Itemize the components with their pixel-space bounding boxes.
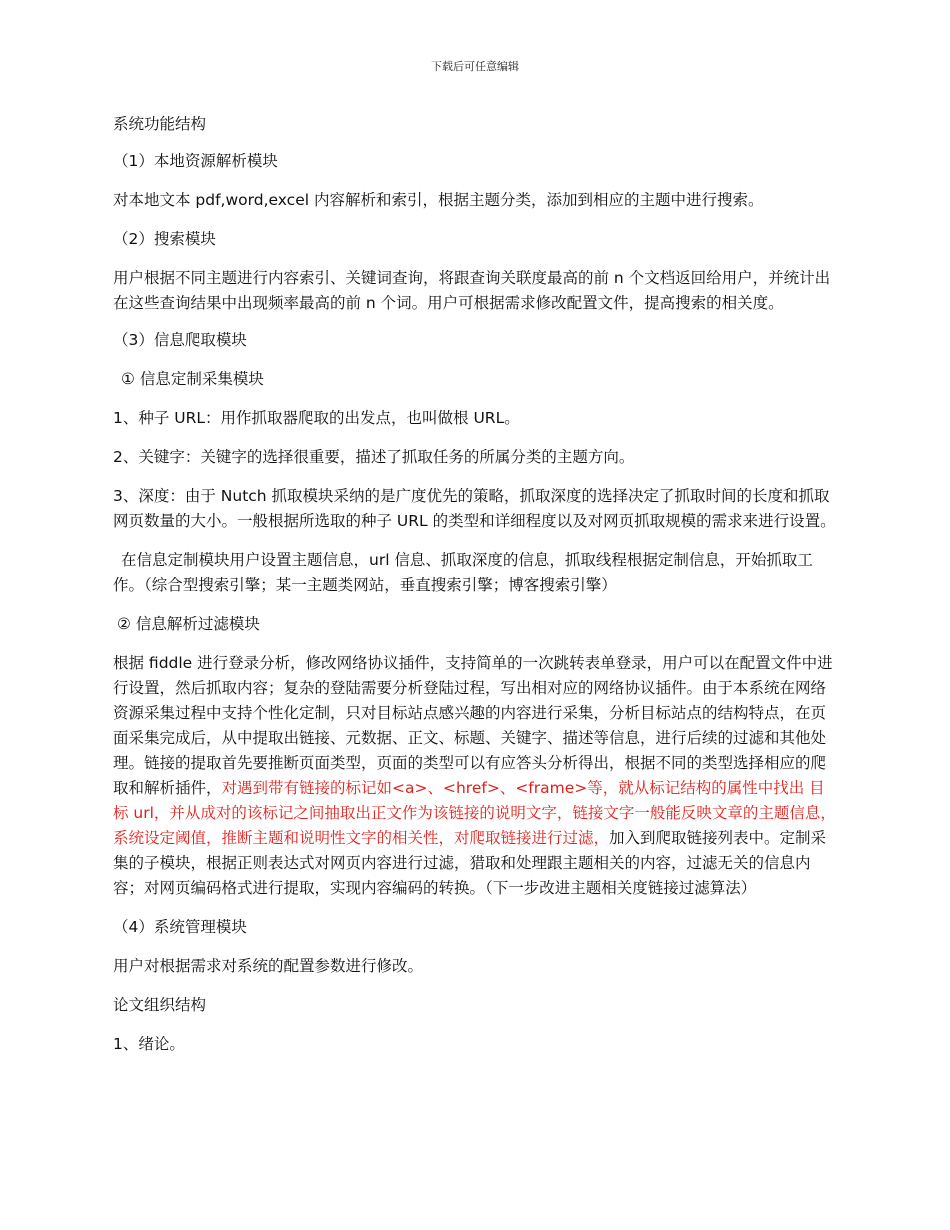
thesis-structure-title: 论文组织结构 [113, 996, 207, 1014]
module-3-title: （3）信息爬取模块 [113, 331, 247, 349]
page-header-note: 下载后可任意编辑 [431, 60, 519, 73]
list-item-1: 1、种子 URL：用作抓取器爬取的出发点，也叫做根 URL。 [113, 409, 520, 427]
custom-paragraph: 在信息定制模块用户设置主题信息，url 信息、抓取深度的信息，抓取线程根据定制信息，开始抓取工作。（综合型搜索引擎；某一主题类网站，垂直搜索引擎；博客搜索引擎） [113, 551, 813, 594]
thesis-item-1: 1、绪论。 [113, 1035, 185, 1053]
module-4-body: 用户对根据需求对系统的配置参数进行修改。 [113, 957, 424, 975]
module-2-title: （2）搜索模块 [113, 230, 216, 248]
module-1-body: 对本地文本 pdf,word,excel 内容解析和索引，根据主题分类，添加到相应的主题中进行搜索。 [113, 191, 764, 209]
section-title: 系统功能结构 [113, 115, 207, 133]
module-2-body: 用户根据不同主题进行内容索引、关键词查询，将跟查询关联度最高的前 n 个文档返回给用户，并统计出在这些查询结果中出现频率最高的前 n 个词。用户可根据需求修改配置文件，提高搜索的相关度。 [113, 269, 831, 312]
list-item-3: 3、深度：由于 Nutch 抓取模块采纳的是广度优先的策略，抓取深度的选择决定了抓取时间的长度和抓取网页数量的大小。一般根据所选取的种子 URL 的类型和详细程度以及对网页抓取规模的需求来进行设置。 [113, 487, 836, 530]
parse-text-2: 加入到爬取链接列表中。定制采集的子模块，根据正则表达式对网页内容进行过滤，猎取和处理跟主题相关的内容，过滤无关的信息内容；对网页编码格式进行提取，实现内容编码的转换。（下一步改进主题相关度链接过滤算法） [113, 829, 827, 897]
parse-paragraph [113, 651, 838, 901]
list-item-2: 2、关键字：关键字的选择很重要，描述了抓取任务的所属分类的主题方向。 [113, 448, 635, 466]
module-3-sub-1: ① 信息定制采集模块 [121, 370, 264, 388]
parse-highlight-text: 对遇到带有链接的标记如<a>、<href>、<frame>等，就从标记结构的属性中找出 目标 url，并从成对的该标记之间抽取出正文作为该链接的说明文字，链接文字一般能反映文章的主题信息，系统设定阈值，推断主题和说明性文字的相关性，对爬取链接进行过滤， [113, 779, 836, 847]
module-4-title: （4）系统管理模块 [113, 918, 247, 936]
document-body [113, 112, 838, 1057]
module-3-sub-2: ② 信息解析过滤模块 [117, 615, 260, 633]
module-1-title: （1）本地资源解析模块 [113, 152, 278, 170]
parse-text-1: 根据 fiddle 进行登录分析，修改网络协议插件，支持简单的一次跳转表单登录，用户可以在配置文件中进行设置，然后抓取内容；复杂的登陆需要分析登陆过程，写出相对应的网络协议插件。由于本系统在网络资源采集过程中支持个性化定制，只对目标站点感兴趣的内容进行采集，分析目标站点的结构特点，在页面采集完成后，从中提取出链接、元数据、正文、标题、关键字、描述等信息，进行后续的过滤和其他处理。链接的提取首先要推断页面类型，页面的类型可以有应答头分析得出，根据不同的类型选择相应的爬取和解析插件， [113, 654, 833, 797]
